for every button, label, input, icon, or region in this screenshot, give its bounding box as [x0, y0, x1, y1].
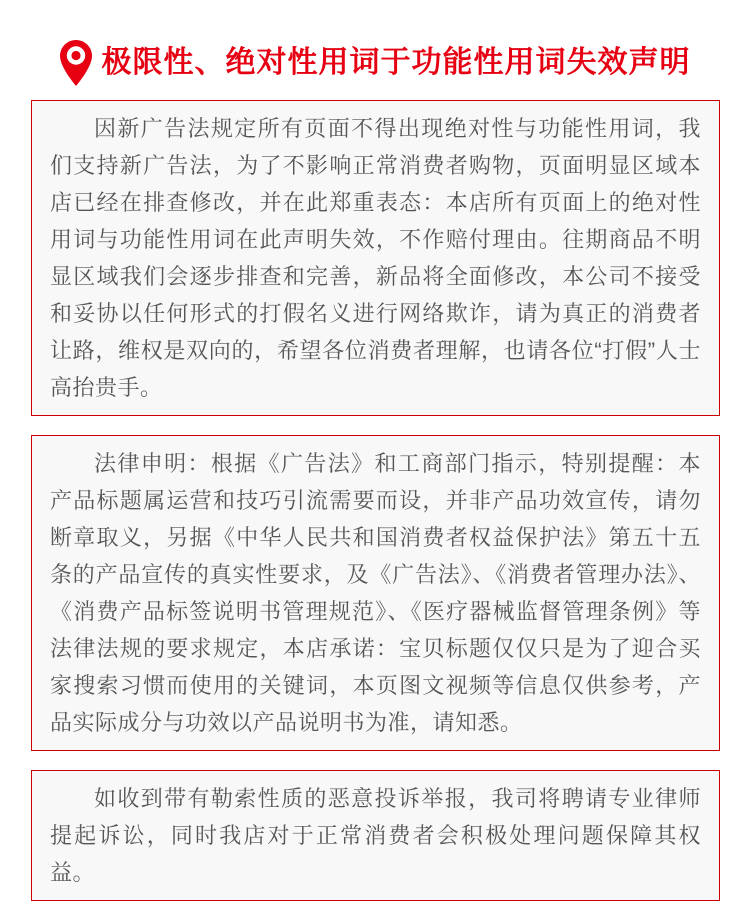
notice-text: 法律申明：根据《广告法》和工商部门指示，特别提醒：本产品标题属运营和技巧引流需要而设，并非产品功效宣传，请勿断章取义，另据《中华人民共和国消费者权益保护法》第五十五条的产品宣传的真实性要求，及《广告法》、《消费者管理办法》、《消费产品标签说明书管理规范》、《医疗器械监督管理条例》等法律法规的要求规定，本店承诺：宝贝标题仅仅只是为了迎合买家搜索习惯而使用的关键词，本页图文视频等信息仅供参考，产品实际成分与功效以产品说明书为准，请知悉。: [50, 451, 701, 735]
notice-box-advertising-law: [31, 100, 720, 416]
notice-box-malicious-complaint: [31, 770, 720, 901]
notice-box-legal-statement: [31, 435, 720, 751]
page-header: [0, 0, 750, 100]
notice-text: 因新广告法规定所有页面不得出现绝对性与功能性用词，我们支持新广告法，为了不影响正常消费者购物，页面明显区域本店已经在排查修改，并在此郑重表态：本店所有页面上的绝对性用词与功能性用词在此声明失效，不作赔付理由。往期商品不明显区域我们会逐步排查和完善，新品将全面修改，本公司不接受和妥协以任何形式的打假名义进行网络欺诈，请为真正的消费者让路，维权是双向的，希望各位消费者理解，也请各位“打假”人士高抬贵手。: [50, 116, 701, 400]
location-pin-icon: [60, 40, 92, 86]
notice-text: 如收到带有勒索性质的恶意投诉举报，我司将聘请专业律师提起诉讼，同时我店对于正常消费者会积极处理问题保障其权益。: [50, 786, 701, 885]
page-title: 极限性、绝对性用词于功能性用词失效声明: [101, 46, 691, 79]
